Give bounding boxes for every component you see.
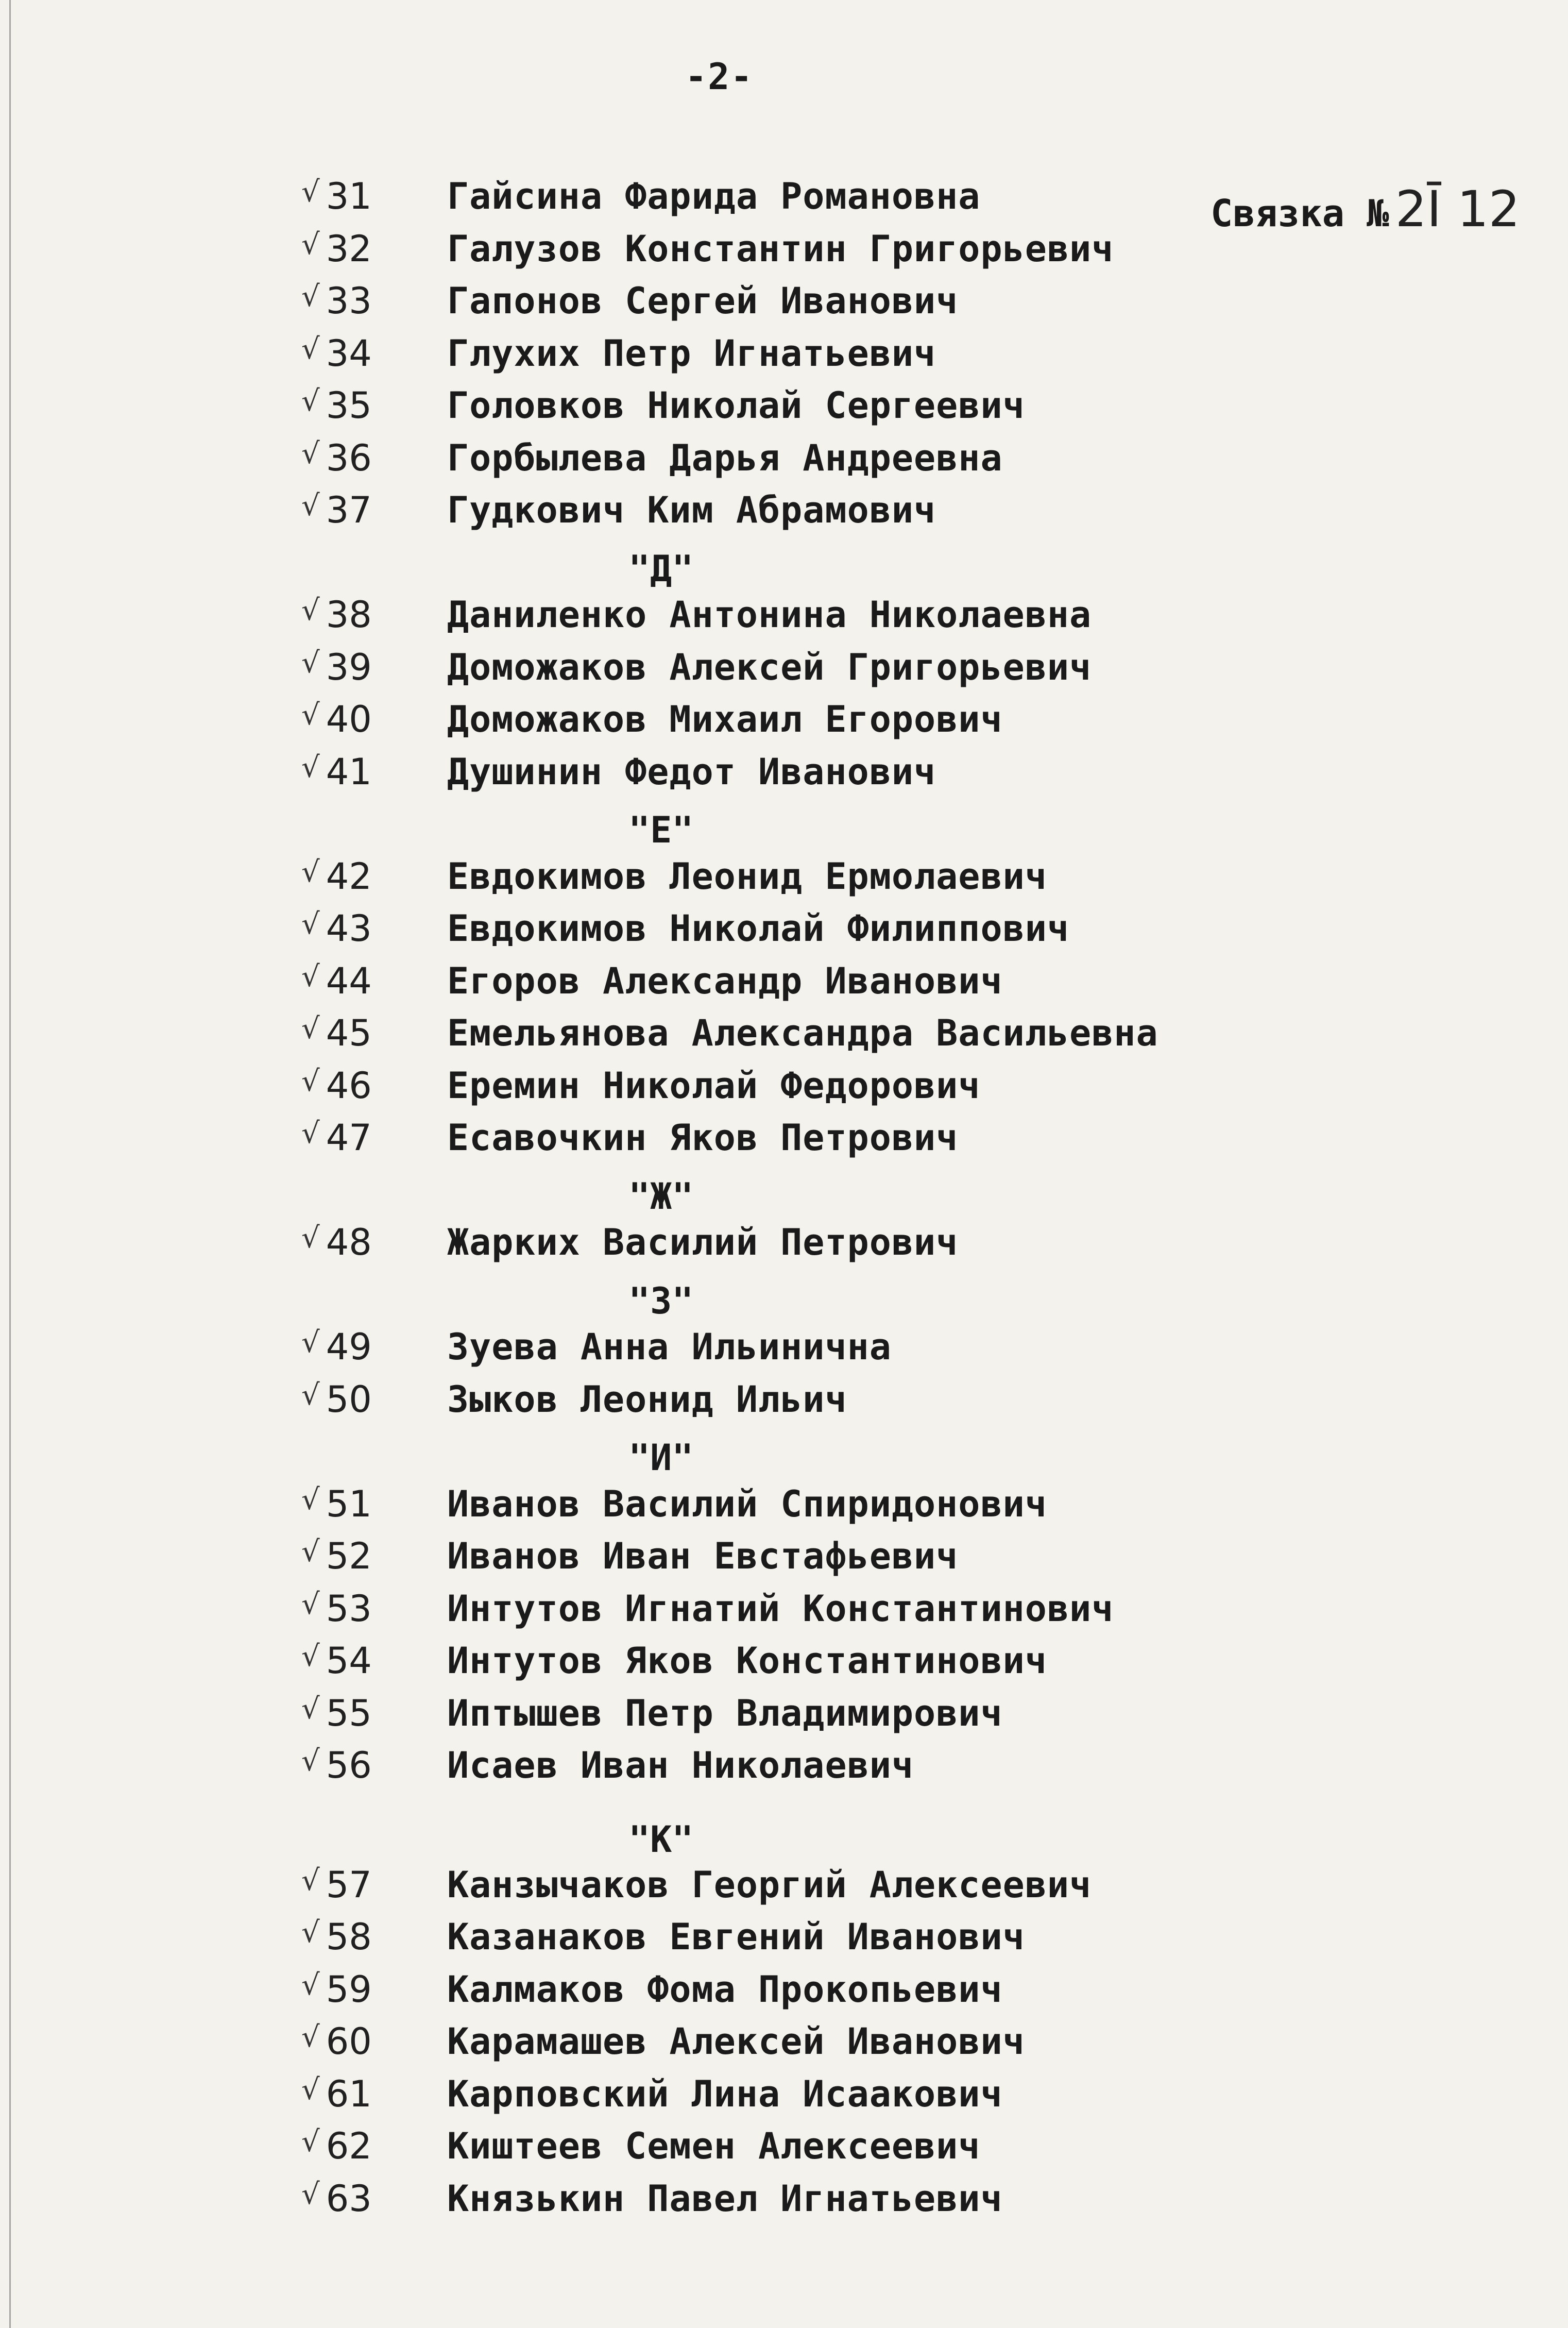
person-name: Душинин Федот Иванович bbox=[447, 750, 936, 793]
entry-number bbox=[301, 489, 415, 531]
checkmark-icon: √ bbox=[301, 1744, 320, 1778]
entry-number-text: 54 bbox=[326, 1640, 372, 1682]
section-letter: "З" bbox=[628, 1279, 694, 1322]
person-name: Евдокимов Леонид Ермолаевич bbox=[447, 855, 1047, 898]
checkmark-icon: √ bbox=[301, 1326, 320, 1359]
entry-number bbox=[301, 1535, 415, 1577]
checkmark-icon: √ bbox=[301, 1064, 320, 1098]
entry-number bbox=[301, 646, 415, 688]
entry-number-text: 48 bbox=[326, 1221, 372, 1263]
person-name: Карамашев Алексей Иванович bbox=[447, 2020, 1025, 2063]
list-item bbox=[0, 2178, 1568, 2230]
checkmark-icon: √ bbox=[301, 1587, 320, 1621]
list-item bbox=[0, 332, 1568, 385]
entry-number bbox=[301, 1117, 415, 1159]
entry-number bbox=[301, 332, 415, 375]
checkmark-icon: √ bbox=[301, 855, 320, 889]
person-name: Глухих Петр Игнатьевич bbox=[447, 332, 936, 375]
entry-number bbox=[301, 175, 415, 217]
section-letter-row bbox=[0, 1797, 1568, 1864]
person-name: Князькин Павел Игнатьевич bbox=[447, 2177, 1003, 2220]
checkmark-icon: √ bbox=[301, 907, 320, 941]
entry-number-text: 33 bbox=[326, 280, 372, 322]
section-letter: "Ж" bbox=[628, 1175, 694, 1218]
list-item bbox=[0, 1864, 1568, 1916]
entry-number-text: 34 bbox=[326, 332, 372, 375]
entry-number-text: 58 bbox=[326, 1916, 372, 1958]
list-item bbox=[0, 1916, 1568, 1968]
checkmark-icon: √ bbox=[301, 436, 320, 470]
entry-number-text: 45 bbox=[326, 1012, 372, 1054]
list-item bbox=[0, 175, 1568, 228]
list-item bbox=[0, 1117, 1568, 1169]
entry-number bbox=[301, 1692, 415, 1734]
list-item bbox=[0, 751, 1568, 803]
person-name: Карповский Лина Исаакович bbox=[447, 2072, 1003, 2115]
entry-number bbox=[301, 1012, 415, 1054]
list-item bbox=[0, 1535, 1568, 1588]
entry-number-text: 61 bbox=[326, 2072, 372, 2115]
list-item bbox=[0, 960, 1568, 1013]
list-item bbox=[0, 2020, 1568, 2073]
person-name: Интутов Яков Константинович bbox=[447, 1640, 1047, 1682]
checkmark-icon: √ bbox=[301, 698, 320, 732]
entry-number bbox=[301, 2020, 415, 2063]
person-name: Интутов Игнатий Константинович bbox=[447, 1587, 1114, 1630]
section-letter: "И" bbox=[628, 1437, 694, 1479]
entry-number bbox=[301, 2178, 415, 2220]
list-item bbox=[0, 1483, 1568, 1536]
entry-number bbox=[301, 1588, 415, 1630]
entry-number bbox=[301, 1744, 415, 1786]
entry-number bbox=[301, 228, 415, 270]
entry-number-text: 62 bbox=[326, 2125, 372, 2167]
section-letter-row bbox=[0, 1169, 1568, 1222]
entry-number bbox=[301, 1378, 415, 1421]
entry-number-text: 52 bbox=[326, 1535, 372, 1577]
entry-number-text: 51 bbox=[326, 1482, 372, 1525]
entry-number bbox=[301, 1065, 415, 1107]
entry-number bbox=[301, 1864, 415, 1906]
section-letter-row bbox=[0, 1430, 1568, 1483]
list-item bbox=[0, 384, 1568, 437]
entry-number bbox=[301, 855, 415, 898]
list-item bbox=[0, 489, 1568, 542]
entry-number-text: 39 bbox=[326, 646, 372, 688]
checkmark-icon: √ bbox=[301, 384, 320, 418]
checkmark-icon: √ bbox=[301, 2072, 320, 2106]
checkmark-icon: √ bbox=[301, 1378, 320, 1412]
checkmark-icon: √ bbox=[301, 646, 320, 680]
list-item bbox=[0, 1012, 1568, 1065]
entry-number-text: 59 bbox=[326, 1968, 372, 2011]
checkmark-icon: √ bbox=[301, 2020, 320, 2054]
person-name: Канзычаков Георгий Алексеевич bbox=[447, 1863, 1092, 1906]
person-name: Даниленко Антонина Николаевна bbox=[447, 594, 1092, 636]
entry-number-text: 63 bbox=[326, 2177, 372, 2220]
entry-number bbox=[301, 960, 415, 1002]
entry-number bbox=[301, 384, 415, 427]
name-list bbox=[0, 175, 1568, 2230]
entry-number-text: 47 bbox=[326, 1117, 372, 1159]
entry-number-text: 56 bbox=[326, 1744, 372, 1786]
entry-number-text: 55 bbox=[326, 1692, 372, 1734]
entry-number bbox=[301, 1326, 415, 1368]
section-letter: "Д" bbox=[628, 547, 694, 590]
person-name: Исаев Иван Николаевич bbox=[447, 1744, 914, 1786]
entry-number bbox=[301, 437, 415, 479]
person-name: Иванов Иван Евстафьевич bbox=[447, 1535, 959, 1577]
entry-number-text: 50 bbox=[326, 1378, 372, 1421]
section-letter-row bbox=[0, 542, 1568, 594]
checkmark-icon: √ bbox=[301, 2125, 320, 2158]
list-item bbox=[0, 1326, 1568, 1378]
person-name: Зуева Анна Ильинична bbox=[447, 1326, 892, 1368]
list-item bbox=[0, 1221, 1568, 1274]
section-letter-row bbox=[0, 1274, 1568, 1326]
entry-number bbox=[301, 1968, 415, 2011]
checkmark-icon: √ bbox=[301, 280, 320, 313]
list-item bbox=[0, 1640, 1568, 1692]
list-item bbox=[0, 228, 1568, 280]
entry-number-text: 40 bbox=[326, 698, 372, 740]
checkmark-icon: √ bbox=[301, 1535, 320, 1568]
person-name: Гапонов Сергей Иванович bbox=[447, 280, 959, 322]
entry-number bbox=[301, 1916, 415, 1958]
entry-number-text: 46 bbox=[326, 1064, 372, 1107]
person-name: Головков Николай Сергеевич bbox=[447, 384, 1025, 427]
checkmark-icon: √ bbox=[301, 175, 320, 209]
entry-number-text: 31 bbox=[326, 175, 372, 217]
list-item bbox=[0, 1692, 1568, 1745]
entry-number-text: 32 bbox=[326, 227, 372, 270]
list-item bbox=[0, 2073, 1568, 2125]
checkmark-icon: √ bbox=[301, 1482, 320, 1516]
bundle-handwritten-number: 2Ī 12 bbox=[1395, 180, 1520, 238]
entry-number-text: 43 bbox=[326, 907, 372, 950]
list-item bbox=[0, 1744, 1568, 1797]
person-name: Иванов Василий Спиридонович bbox=[447, 1482, 1047, 1525]
person-name: Гайсина Фарида Романовна bbox=[447, 175, 981, 217]
checkmark-icon: √ bbox=[301, 1916, 320, 1949]
section-letter: "К" bbox=[628, 1818, 694, 1861]
entry-number-text: 41 bbox=[326, 750, 372, 793]
entry-number-text: 44 bbox=[326, 959, 372, 1002]
section-letter: "Е" bbox=[628, 809, 694, 851]
person-name: Гудкович Ким Абрамович bbox=[447, 489, 936, 531]
person-name: Галузов Константин Григорьевич bbox=[447, 227, 1114, 270]
list-item bbox=[0, 646, 1568, 699]
checkmark-icon: √ bbox=[301, 1012, 320, 1045]
person-name: Егоров Александр Иванович bbox=[447, 959, 1003, 1002]
person-name: Калмаков Фома Прокопьевич bbox=[447, 1968, 1003, 2011]
person-name: Киштеев Семен Алексеевич bbox=[447, 2125, 981, 2167]
checkmark-icon: √ bbox=[301, 959, 320, 993]
checkmark-icon: √ bbox=[301, 1221, 320, 1255]
entry-number-text: 42 bbox=[326, 855, 372, 898]
entry-number-text: 57 bbox=[326, 1863, 372, 1906]
person-name: Зыков Леонид Ильич bbox=[447, 1378, 847, 1421]
entry-number-text: 35 bbox=[326, 384, 372, 427]
checkmark-icon: √ bbox=[301, 1117, 320, 1150]
entry-number bbox=[301, 2073, 415, 2115]
entry-number bbox=[301, 1483, 415, 1525]
person-name: Горбылева Дарья Андреевна bbox=[447, 436, 1003, 479]
person-name: Казанаков Евгений Иванович bbox=[447, 1916, 1025, 1958]
entry-number-text: 53 bbox=[326, 1587, 372, 1630]
list-item bbox=[0, 594, 1568, 646]
person-name: Жарких Василий Петрович bbox=[447, 1221, 959, 1263]
checkmark-icon: √ bbox=[301, 227, 320, 261]
entry-number bbox=[301, 1221, 415, 1263]
entry-number bbox=[301, 594, 415, 636]
list-item bbox=[0, 437, 1568, 490]
checkmark-icon: √ bbox=[301, 1640, 320, 1673]
person-name: Доможаков Алексей Григорьевич bbox=[447, 646, 1092, 688]
person-name: Доможаков Михаил Егорович bbox=[447, 698, 1003, 740]
checkmark-icon: √ bbox=[301, 2177, 320, 2211]
checkmark-icon: √ bbox=[301, 332, 320, 366]
bundle-label-text: Связка № bbox=[1211, 192, 1389, 235]
checkmark-icon: √ bbox=[301, 1692, 320, 1726]
entry-number-text: 36 bbox=[326, 436, 372, 479]
checkmark-icon: √ bbox=[301, 489, 320, 522]
entry-number-text: 49 bbox=[326, 1326, 372, 1368]
entry-number-text: 37 bbox=[326, 489, 372, 531]
entry-number bbox=[301, 751, 415, 793]
list-item bbox=[0, 280, 1568, 332]
list-item bbox=[0, 1065, 1568, 1117]
checkmark-icon: √ bbox=[301, 750, 320, 784]
list-item bbox=[0, 1588, 1568, 1640]
page-number: -2- bbox=[685, 56, 754, 98]
checkmark-icon: √ bbox=[301, 1968, 320, 2002]
list-item bbox=[0, 698, 1568, 751]
entry-number bbox=[301, 1640, 415, 1682]
person-name: Емельянова Александра Васильевна bbox=[447, 1012, 1158, 1054]
entry-number bbox=[301, 2125, 415, 2167]
person-name: Евдокимов Николай Филиппович bbox=[447, 907, 1070, 950]
list-item bbox=[0, 855, 1568, 908]
entry-number-text: 60 bbox=[326, 2020, 372, 2063]
entry-number bbox=[301, 280, 415, 322]
checkmark-icon: √ bbox=[301, 594, 320, 627]
entry-number-text: 38 bbox=[326, 594, 372, 636]
entry-number bbox=[301, 698, 415, 740]
person-name: Иптышев Петр Владимирович bbox=[447, 1692, 1003, 1734]
list-item bbox=[0, 1968, 1568, 2021]
list-item bbox=[0, 1378, 1568, 1431]
list-item bbox=[0, 2125, 1568, 2178]
entry-number bbox=[301, 907, 415, 950]
person-name: Есавочкин Яков Петрович bbox=[447, 1117, 959, 1159]
list-item bbox=[0, 907, 1568, 960]
person-name: Еремин Николай Федорович bbox=[447, 1064, 981, 1107]
checkmark-icon: √ bbox=[301, 1863, 320, 1897]
section-letter-row bbox=[0, 803, 1568, 855]
